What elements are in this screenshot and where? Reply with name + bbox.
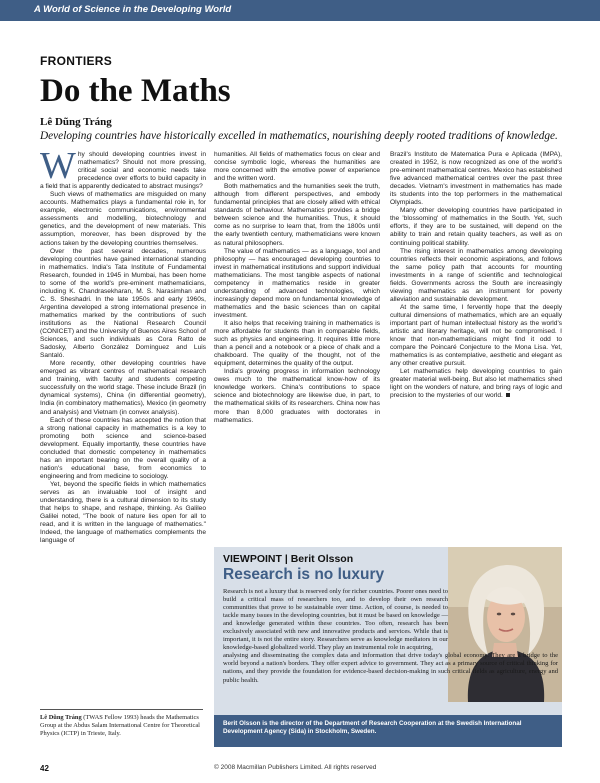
paragraph: Why should developing countries invest in mathematics? Should not more pressing, critical social and economic needs take precedence over efforts to build capacity in a field that is apparently dedicated to abstract musings? [40,145,206,191]
page-number: 42 [40,764,49,773]
paragraph: Over the past several decades, numerous developing countries have gained international standing in mathematics. India's Tata Institute of Fundamental Research, founded in 1945 in Mumbai, has been home to some of the world's pre-eminent mathematicians, including K. Chandrasekharan, M. S. Narasimhan and C. S. Sheshadri. In the late 1950s and early 1960s, Argentina developed a strong international presence in mathematics marked by the contributions of such institutions as the National Research Council (CONICET) and the University of Buenos Aires School of Sciences, and such individuals as Cora Ratto de Sadosky, Alberto González Domínguez and Luis Santaló. [40,247,207,360]
section-label: FRONTIERS [40,54,113,68]
caption-text: Berit Olsson is the director of the Department of Research Cooperation at the Swedish International Development Agency (Sida) in Stockholm, Sweden. [223,720,522,736]
paragraph: More recently, other developing countries have emerged as vibrant centres of mathematical research and training, with faculty and students competing successfully on the world stage. These include Brazil (in dynamical systems), China (in differential geometry), India (in combinatory mathematics), Mexico (in geometry and analysis) and Vietnam (in convex analysis). [40,360,206,416]
paragraph: The value of mathematics — as a language, tool and philosophy — has encouraged developing countries to invest in mathematical institutions and support individual mathematicians. The most tangible aspects of national competency in mathematics reside in greater understanding of advanced technologies, which increasingly depend more on fundamental knowledge of mathematics and the basic sciences than on capital investment. [214,247,380,319]
paragraph: Each of these countries has accepted the notion that a strong national capacity in mathematics is a key to promoting both science and science-based development. Equally importantly, these countries have concluded that domestic competency in mathematics has an important bearing on the overall quality of a nation's educational base, from economics to engineering and from medicine to sociology. [40,416,206,480]
paragraph: It also helps that receiving training in mathematics is more affordable for students than in comparable fields, such as physics and engineering. It requires little more than a pencil and a notebook or a piece of chalk and a chalkboard. The quality of the thought, not of the equipment, determines the quality of the output. [214,319,380,368]
author-note-name: Lê Dũng Tráng [40,714,82,721]
paragraph: analysing and disseminating the complex data and information that drive today's global economy. They are a bridge to the world beyond a nation's borders. They offer expert advice to government. They act as a primary source of critical thinking for nations, and they provide the foundation for evidence-based decision-making in such critical fields as agriculture, energy and public health. [223,652,558,684]
viewpoint-kicker: VIEWPOINT | Berit Olsson [223,553,354,565]
viewpoint-body [223,588,558,685]
author-note: Lê Dũng Tráng (TWAS Fellow 1993) heads the Mathematics Group at the Abdus Salam International Centre for Theoretical Physics (ICTP) in Trieste, Italy. [40,714,200,738]
paragraph: humanities. All fields of mathematics focus on clear and concise symbolic logic, whereas the humanities are more concerned with the emotive power of experience and the written word. [214,151,380,183]
paragraph: Such views of mathematics are misguided on many accounts. Mathematics plays a fundamental role in, for example, electronic communications, environmental assessments and modelling, biotechnology and genetics, and the development of new materials. This assumption, moreover, has been disproved by the actions taken by the developing countries themselves. [40,191,206,247]
viewpoint-box [214,547,562,747]
paragraph: Many other developing countries have participated in the 'blossoming' of mathematics in the South. Yet, such efforts, if they are to be sustained, will depend on the ability to train and retain quality teachers, as well as on continuing political stability. [390,207,562,247]
divider [40,709,203,710]
paragraph: The rising interest in mathematics among developing countries reflects their economic aspirations, and follows the same policy path that accounts for mounting investments in a range of scientific and technological fields. Governments across the South are increasingly viewing mathematics as an instrument for poverty alleviation and sustainable development. [390,247,562,303]
article-column-1 [40,145,207,545]
article-author: Lê Dũng Tráng [40,116,112,128]
article-column-2 [214,151,380,425]
article-standfirst: Developing countries have historically excelled in mathematics, nourishing deeply rooted traditions of knowledge. [40,130,558,142]
copyright-line: © 2008 Macmillan Publishers Limited. All rights reserved [214,764,377,771]
paragraph: Research is not a luxury that is reserved only for richer countries. Poorer ones need to build a critical mass of researchers too, and to develop their own research communities that prove to be sustainable over time. Action, of course, is needed to tackle many issues in the developing countries, but it must be based on knowledge — and knowledge generated within these countries. Too often, research has been exclusively associated with new and innovative products and services. While that is important, it is not the entire story. Researchers serve as knowledge mediators in our knowledge-based globalized world. They play an instrumental role in acquiring, [223,588,448,652]
end-mark-icon [506,393,510,397]
paragraph: At the same time, I fervently hope that the deeply cultural dimensions of mathematics, which are an equally important part of human intellectual history as the world's artistic and literary heritage, will not be compromised. I know that non-mathematicians might find it odd to compare the Poincaré Conjecture to the Mona Lisa. Yet, mathematics is as contemplative, aesthetic and elegant as any other creative pursuit. [390,303,562,368]
running-header-bar [0,0,600,21]
running-title: A World of Science in the Developing World [34,4,232,15]
paragraph: Brazil's Instituto de Matematica Pura e Aplicada (IMPA), created in 1952, is now recognized as one of the world's pre-eminent mathematical centres. Mexico has established five advanced mathematical centres over the past three decades. Vietnam's investment in mathematics has made its students into the top performers in the mathematical Olympiads. [390,151,562,207]
article-title: Do the Maths [40,73,231,109]
paragraph: India's growing progress in information technology owes much to the mathematical know-how of its knowledge workers. China's contributions to space science and biotechnology are likewise due, in part, to the mathematical skills of its researchers. China now has more than 8,000 graduates with doctorates in mathematics. [214,368,381,424]
viewpoint-caption [214,715,562,747]
article-column-3 [390,151,562,400]
viewpoint-title: Research is no luxury [223,566,385,583]
drop-cap: W [40,145,76,187]
paragraph: Let mathematics help developing countries to gain greater material well-being. But also let mathematics shed light on the wonders of nature, and bring rays of logic and precision to the mysteries of our world. [390,368,562,400]
paragraph: Both mathematics and the humanities seek the truth, although from different perspectives, and embody fundamental principles that are closely allied with ethical standards of behaviour. Mathematics provides a bridge between science and the humanities. Thus, it should come as no surprise to learn that, from the 1800s until the early twentieth century, mathematicians were known as natural philosophers. [214,183,380,247]
paragraph: Yet, beyond the specific fields in which mathematics serves as an invaluable tool of insight and understanding, there is a cultural dimension to its study that helps to shape, and reshape, thinking. As Galileo Galilei noted, "The book of nature lies open for all to read, and it is written in the language of mathematics." Indeed, the language of mathematics complements the language of [40,480,206,545]
